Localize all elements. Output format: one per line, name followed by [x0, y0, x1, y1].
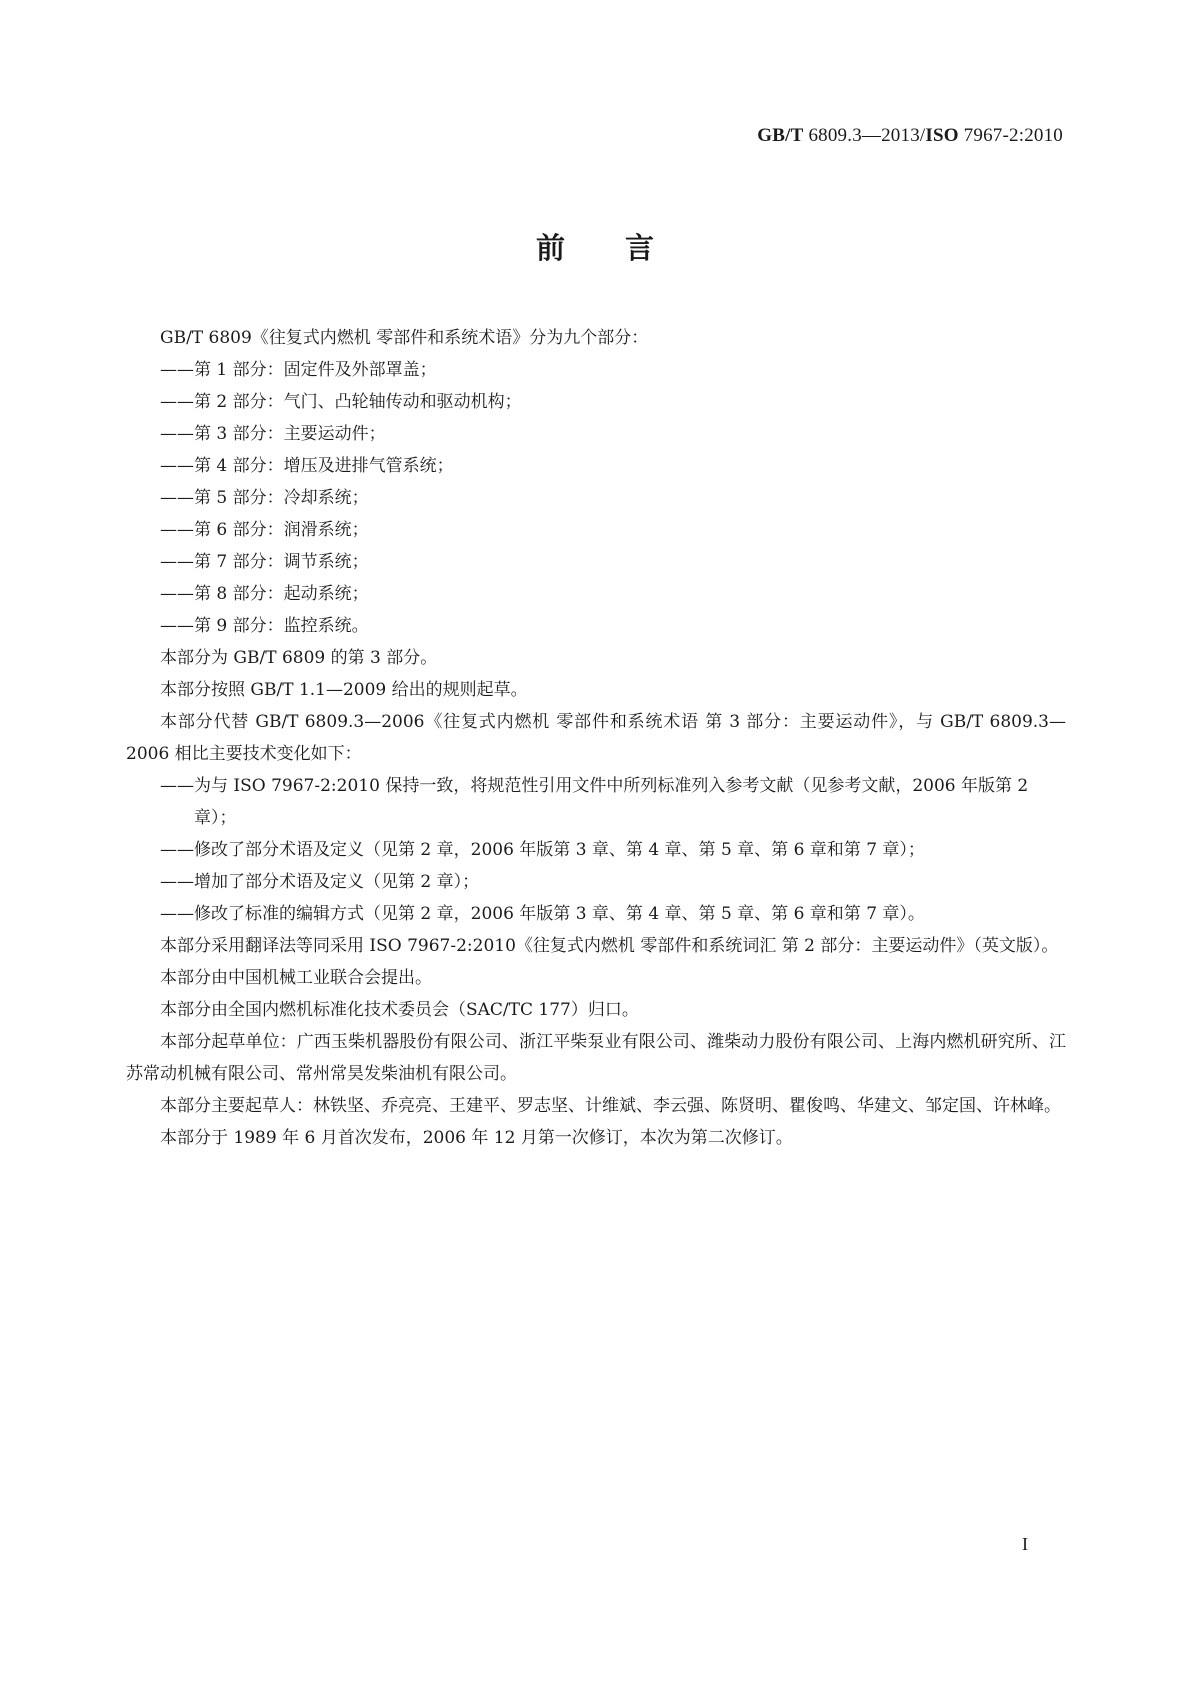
part-list-item-8: ——第 8 部分：起动系统； [160, 584, 369, 604]
part-list-item-5: ——第 5 部分：冷却系统； [160, 488, 369, 508]
drafting-rules-paragraph: 本部分按照 GB/T 1.1—2009 给出的规则起草。 [160, 680, 528, 700]
standard-code-header [757, 125, 1063, 147]
change-list-item-4: ——修改了标准的编辑方式（见第 2 章，2006 年版第 3 章、第 4 章、第 5 章、第 6 章和第 7 章）。 [160, 904, 925, 924]
drafters-paragraph: 本部分主要起草人：林铁坚、乔亮亮、王建平、罗志坚、计维斌、李云强、陈贤明、瞿俊鸣、华建文、邹定国、许林峰。 [160, 1096, 1061, 1116]
change-list-item-2: ——修改了部分术语及定义（见第 2 章，2006 年版第 3 章、第 4 章、第 5 章、第 6 章和第 7 章）； [160, 840, 925, 860]
page-number: I [1022, 1534, 1028, 1554]
part-list-item-1: ——第 1 部分：固定件及外部罩盖； [160, 360, 437, 380]
drafting-units-paragraph: 本部分起草单位：广西玉柴机器股份有限公司、浙江平柴泵业有限公司、潍柴动力股份有限公司、上海内燃机研究所、江苏常动机械有限公司、常州常昊发柴油机有限公司。 [126, 1032, 1066, 1084]
part-statement-paragraph: 本部分为 GB/T 6809 的第 3 部分。 [160, 648, 438, 668]
proposed-by-paragraph: 本部分由中国机械工业联合会提出。 [160, 968, 432, 988]
header-code-part-3: ISO [925, 125, 959, 146]
part-list-item-3: ——第 3 部分：主要运动件； [160, 424, 386, 444]
change-list-item-3: ——增加了部分术语及定义（见第 2 章）； [160, 872, 480, 892]
intro-paragraph: GB/T 6809《往复式内燃机 零部件和系统术语》分为九个部分： [160, 328, 649, 348]
revision-history-paragraph: 本部分于 1989 年 6 月首次发布，2006 年 12 月第一次修订，本次为第二次修订。 [160, 1128, 793, 1148]
page-title: 前 言 [535, 231, 656, 265]
part-list-item-6: ——第 6 部分：润滑系统； [160, 520, 369, 540]
replacement-paragraph: 本部分代替 GB/T 6809.3—2006《往复式内燃机 零部件和系统术语 第 3 部分：主要运动件》，与 GB/T 6809.3—2006 相比主要技术变化如下： [126, 712, 1066, 764]
part-list-item-4: ——第 4 部分：增压及进排气管系统； [160, 456, 454, 476]
part-list-item-7: ——第 7 部分：调节系统； [160, 552, 369, 572]
part-list-item-2: ——第 2 部分：气门、凸轮轴传动和驱动机构； [160, 392, 522, 412]
translation-paragraph: 本部分采用翻译法等同采用 ISO 7967-2:2010《往复式内燃机 零部件和系统词汇 第 2 部分：主要运动件》（英文版）。 [160, 936, 1059, 956]
header-code-part-4: 7967-2:2010 [958, 125, 1063, 146]
header-code-part-2: 6809.3—2013/ [803, 125, 926, 146]
centralized-by-paragraph: 本部分由全国内燃机标准化技术委员会（SAC/TC 177）归口。 [160, 1000, 639, 1020]
part-list-item-9: ——第 9 部分：监控系统。 [160, 616, 369, 636]
change-list-item-1: ——为与 ISO 7967-2:2010 保持一致，将规范性引用文件中所列标准列入参考文献（见参考文献，2006 年版第 2 章）； [160, 776, 1029, 828]
header-code-part-1: GB/T [757, 125, 804, 146]
document-body [126, 322, 1066, 1154]
